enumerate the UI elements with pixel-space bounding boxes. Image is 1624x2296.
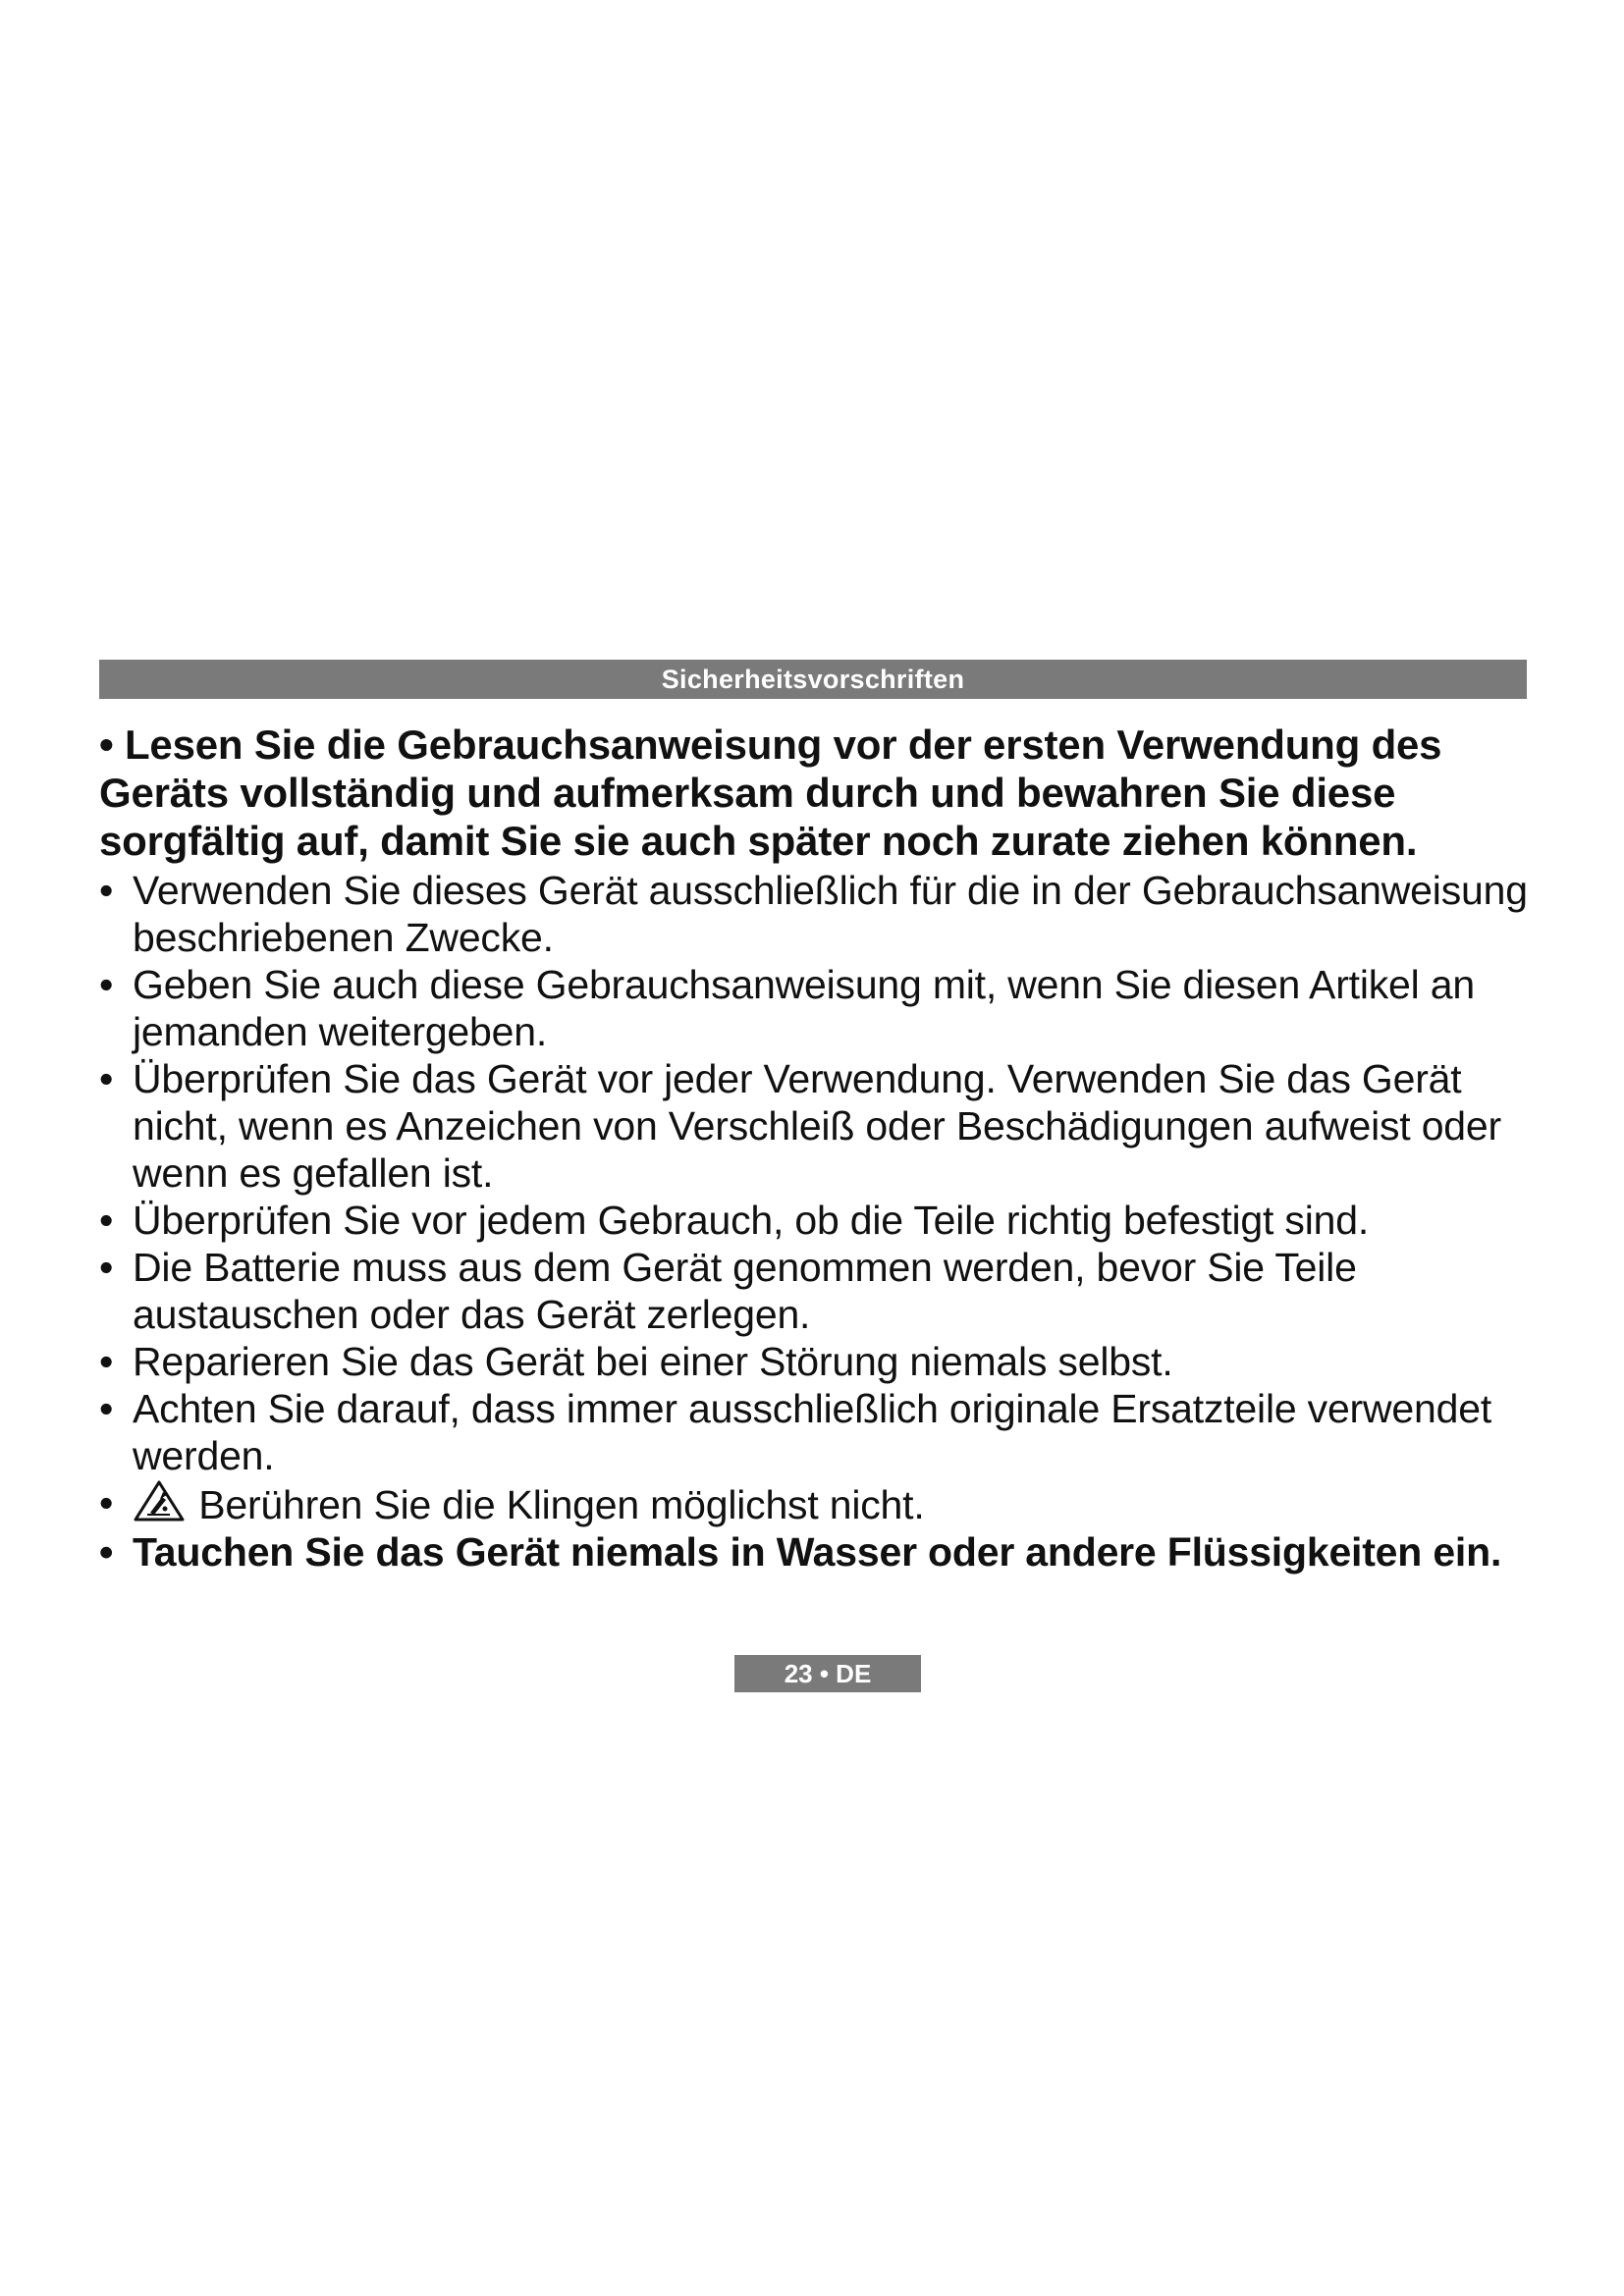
list-item-text: Überprüfen Sie das Gerät vor jeder Verwendung. Verwenden Sie das Gerät nicht, wenn es Anzeichen von Verschleiß oder Beschädigungen aufweist oder wenn es gefallen ist. — [133, 1056, 1501, 1196]
intro-paragraph: • Lesen Sie die Gebrauchsanweisung vor der ersten Verwendung des Geräts vollständig und aufmerksam durch und bewahren Sie diese sorgfältig auf, damit Sie sie auch später noch zurate ziehen können. — [99, 721, 1442, 864]
safety-content — [99, 721, 1533, 1575]
list-item-text: Reparieren Sie das Gerät bei einer Störung niemals selbst. — [133, 1339, 1173, 1384]
page-number: 23 • DE — [784, 1659, 872, 1688]
bullet: • — [99, 1480, 114, 1525]
list-item — [99, 867, 1533, 961]
bullet: • — [99, 962, 114, 1007]
bullet: • — [99, 1386, 114, 1431]
list-item-text: Die Batterie muss aus dem Gerät genommen werden, bevor Sie Teile austauschen oder das Gerät zerlegen. — [133, 1245, 1357, 1337]
list-item — [99, 1479, 1533, 1528]
section-title: Sicherheitsvorschriften — [661, 665, 965, 694]
page-number-badge — [734, 1655, 921, 1692]
bullet: • — [99, 1245, 114, 1290]
list-item-text: Berühren Sie die Klingen möglichst nicht. — [198, 1482, 925, 1527]
bullet: • — [99, 1339, 114, 1384]
blade-warning-icon — [133, 1479, 186, 1522]
bullet: • — [99, 1056, 114, 1101]
list-item-text: Tauchen Sie das Gerät niemals in Wasser oder andere Flüssigkeiten ein. — [133, 1529, 1502, 1575]
bullet: • — [99, 1198, 114, 1243]
list-item — [99, 1528, 1533, 1575]
list-item-text: Achten Sie darauf, dass immer ausschließlich originale Ersatzteile verwendet werden. — [133, 1386, 1492, 1478]
section-title-bar — [99, 660, 1527, 699]
list-item — [99, 1197, 1533, 1244]
list-item — [99, 1338, 1533, 1385]
list-item — [99, 961, 1533, 1055]
list-item-text: Verwenden Sie dieses Gerät ausschließlich für die in der Gebrauchsanweisung beschriebenen Zwecke. — [133, 868, 1528, 960]
bullet: • — [99, 868, 114, 913]
list-item — [99, 1055, 1533, 1197]
list-item — [99, 1244, 1533, 1338]
list-item — [99, 1385, 1533, 1479]
safety-list — [99, 867, 1533, 1575]
list-item-text: Geben Sie auch diese Gebrauchsanweisung mit, wenn Sie diesen Artikel an jemanden weitergeben. — [133, 962, 1475, 1054]
bullet: • — [99, 1529, 114, 1575]
list-item-text: Überprüfen Sie vor jedem Gebrauch, ob die Teile richtig befestigt sind. — [133, 1198, 1370, 1243]
